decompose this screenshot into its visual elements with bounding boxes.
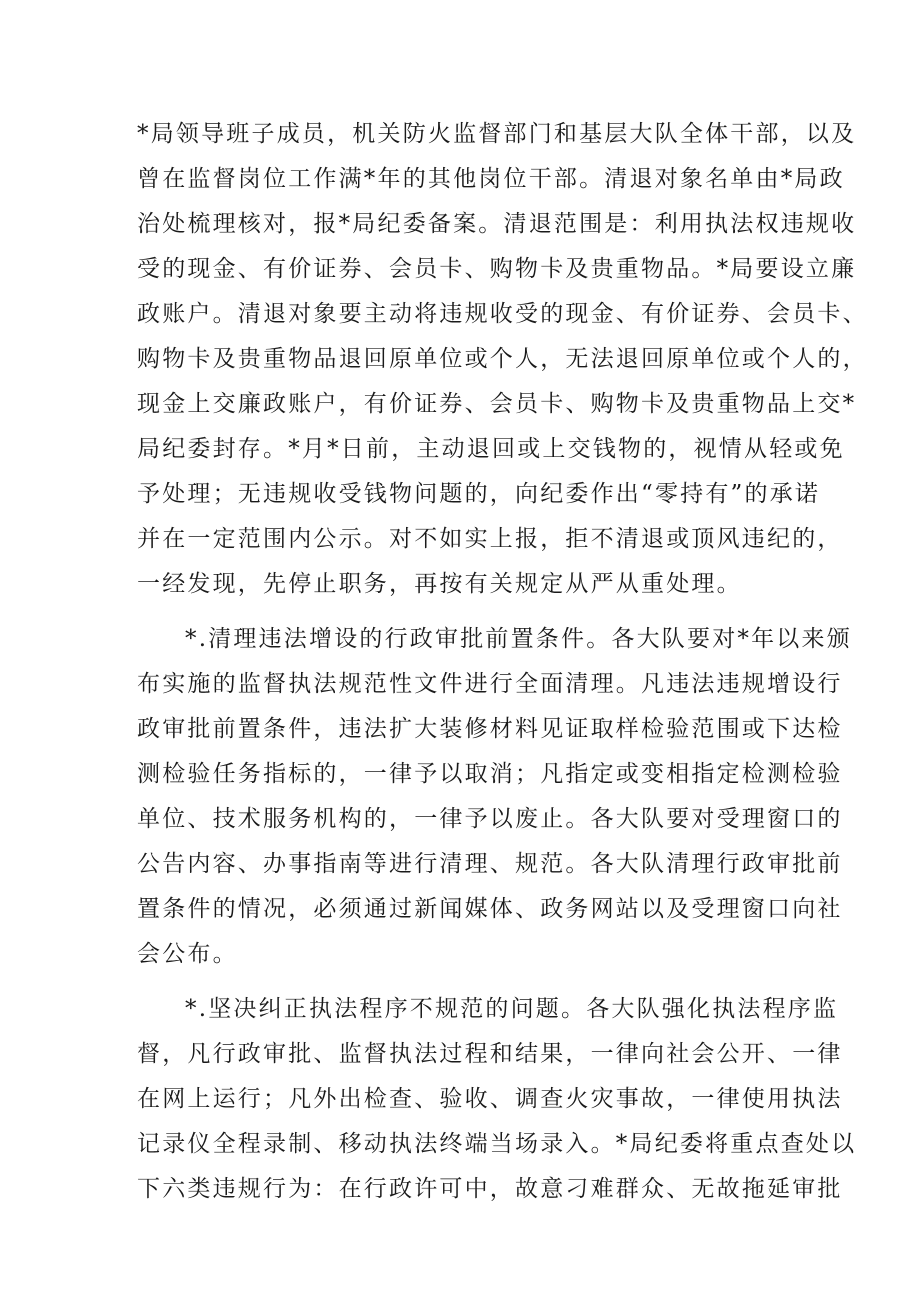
text-line: 现金上交廉政账户，有价证券、会员卡、购物卡及贵重物品上交* (137, 391, 857, 417)
text-line: 购物卡及贵重物品退回原单位或个人，无法退回原单位或个人的， (137, 346, 868, 372)
text-line: 置条件的情况，必须通过新闻媒体、政务网站以及受理窗口向社 (137, 896, 843, 922)
paragraph-heading-line: *.坚决纠正执法程序不规范的问题。各大队强化执法程序监 (185, 996, 839, 1022)
text-line: 记录仪全程录制、移动执法终端当场录入。*局纪委将重点查处以 (137, 1131, 857, 1157)
text-line: 会公布。 (137, 941, 238, 967)
text-line: 政审批前置条件，违法扩大装修材料见证取样检验范围或下达检 (137, 716, 843, 742)
text-line: 下六类违规行为：在行政许可中，故意刁难群众、无故拖延审批 (137, 1176, 843, 1202)
text-line: 治处梳理核对，报*局纪委备案。清退范围是：利用执法权违规收 (137, 211, 857, 237)
text-line: 测检验任务指标的，一律予以取消；凡指定或变相指定检测检验 (137, 761, 843, 787)
text-line: 予处理；无违规收受钱物问题的，向纪委作出“零持有”的承诺 (137, 481, 821, 507)
text-line: 公告内容、办事指南等进行清理、规范。各大队清理行政审批前 (137, 851, 843, 877)
text-line: 政账户。清退对象要主动将违规收受的现金、有价证券、会员卡、 (137, 301, 868, 327)
text-line: *局领导班子成员，机关防火监督部门和基层大队全体干部，以及 (137, 121, 857, 147)
text-line: 布实施的监督执法规范性文件进行全面清理。凡违法违规增设行 (137, 671, 843, 697)
paragraph-heading-line: *.清理违法增设的行政审批前置条件。各大队要对*年以来颁 (185, 626, 852, 652)
text-line: 单位、技术服务机构的，一律予以废止。各大队要对受理窗口的 (137, 806, 843, 832)
text-line: 受的现金、有价证券、会员卡、购物卡及贵重物品。*局要设立廉 (137, 256, 857, 282)
text-line: 曾在监督岗位工作满*年的其他岗位干部。清退对象名单由*局政 (137, 166, 845, 192)
text-line: 一经发现，先停止职务，再按有关规定从严从重处理。 (137, 571, 742, 597)
text-line: 局纪委封存。*月*日前，主动退回或上交钱物的，视情从轻或免 (137, 436, 845, 462)
text-line: 在网上运行；凡外出检查、验收、调查火灾事故，一律使用执法 (137, 1086, 843, 1112)
text-line: 督，凡行政审批、监督执法过程和结果，一律向社会公开、一律 (137, 1041, 843, 1067)
text-line: 并在一定范围内公示。对不如实上报，拒不清退或顶风违纪的， (137, 526, 843, 552)
